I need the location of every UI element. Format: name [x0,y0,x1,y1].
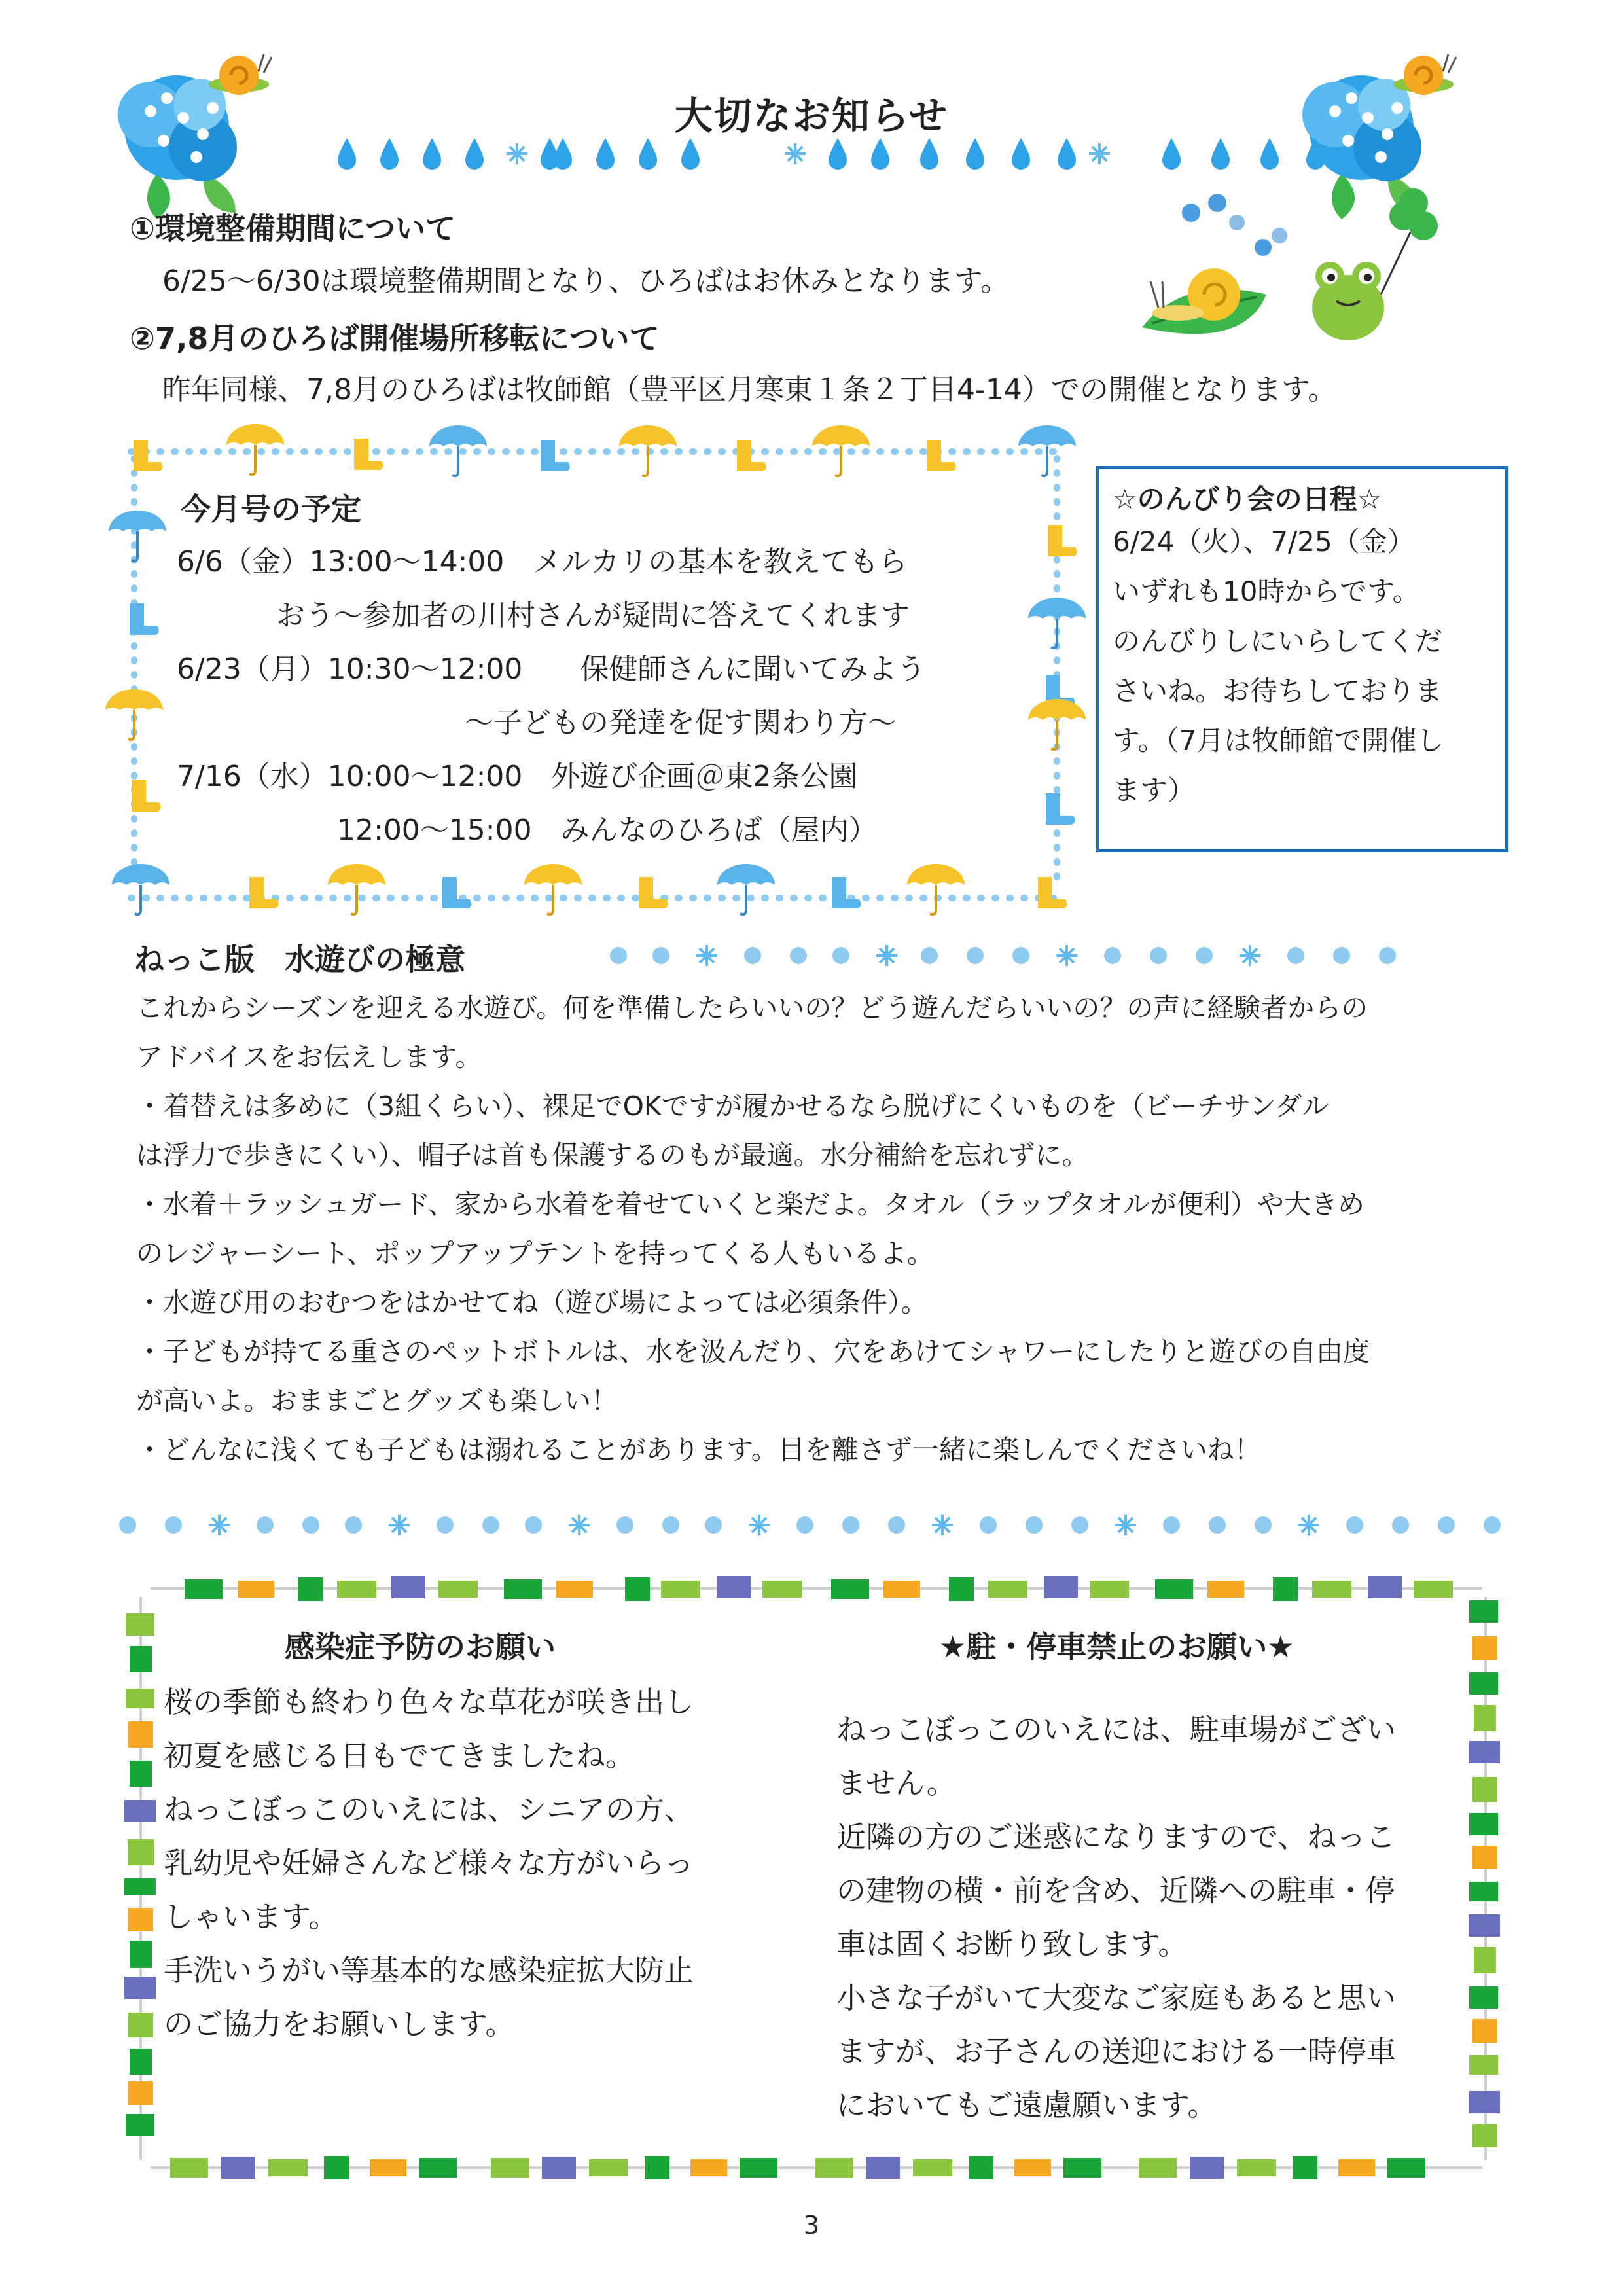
nonbiri-line: 6/24（火）、7/25（金） [1113,526,1415,558]
notice-1-body: 6/25〜6/30は環境整備期間となり、ひろばはお休みとなります。 [162,264,1010,298]
water-play-line: ・子どもが持てる重さのペットボトルは、水を汲んだり、穴をあけてシャワーにしたりと遊びの自由度 [136,1336,1370,1367]
schedule-line: おう〜参加者の川村さんが疑問に答えてくれます [276,599,910,632]
schedule-line: 12:00〜15:00 みんなのひろば（屋内） [337,814,878,847]
infection-line: ねっこぼっこのいえには、シニアの方、 [164,1792,694,1827]
dot-divider-1 [610,945,1396,966]
nonbiri-line: ます） [1113,774,1196,806]
water-play-line: ・水着＋ラッシュガード、家から水着を着せていくと楽だよ。タオル（ラップタオルが便利）や大きめ [136,1189,1364,1220]
nonbiri-heading: ☆のんびり会の日程☆ [1113,483,1382,515]
water-play-line: は浮力で歩きにくい）、帽子は首も保護するのもが最適。水分補給を忘れずに。 [136,1139,1089,1171]
notice-2-heading: ②7,8月のひろば開催場所移転について [130,321,660,356]
infection-line: しゃいます。 [164,1899,338,1934]
parking-line: 車は固くお断り致します。 [836,1927,1188,1962]
water-play-line: ・水遊び用のおむつをはかせてね（遊び場によっては必須条件）。 [136,1287,928,1318]
nonbiri-line: いずれも10時からです。 [1113,575,1420,607]
parking-line: の建物の横・前を含め、近隣への駐車・停 [836,1873,1395,1908]
water-play-line: のレジャーシート、ポップアップテントを持ってくる人もいるよ。 [136,1238,934,1269]
infection-line: のご協力をお願いします。 [164,2007,515,2041]
infection-line: 乳幼児や妊婦さんなど様々な方がいらっ [164,1846,694,1880]
parking-heading: ★駐・停車禁止のお願い★ [939,1629,1294,1664]
monthly-schedule-heading: 今月号の予定 [181,492,361,527]
snail-on-leaf-illustration [1142,268,1266,334]
parking-line: においてもご遠慮願います。 [836,2088,1217,2123]
water-play-line: ・着替えは多めに（3組くらい）、裸足でOKですが履かせるなら脱げにくいものを（ビーチサンダル [136,1090,1329,1122]
parking-line: ますが、お子さんの送迎における一時停車 [836,2034,1397,2069]
notice-2-body: 昨年同様、7,8月のひろばは牧師館（豊平区月寒東１条２丁目4-14）での開催となります。 [162,373,1337,406]
parking-line: ねっこぼっこのいえには、駐車場がござい [836,1712,1397,1747]
hydrangea-petals-illustration [1182,194,1287,256]
page-number: 3 [803,2211,820,2240]
schedule-line: 〜子どもの発達を促す関わり方〜 [465,706,897,740]
parking-line: ません。 [836,1766,956,1801]
page-title: 大切なお知らせ [674,94,949,138]
water-play-line: これからシーズンを迎える水遊び。何を準備したらいいの？どう遊んだらいいの？の声に経験者からの [136,992,1368,1024]
raindrop-divider [338,138,1325,170]
frog-with-clover-illustration [1312,188,1438,340]
parking-line: 近隣の方のご迷惑になりますので、ねっこ [836,1820,1396,1854]
notice-1-heading: ①環境整備期間について [130,211,456,246]
infection-line: 桜の季節も終わり色々な草花が咲き出し [164,1685,694,1719]
nonbiri-line: す。（7月は牧師館で開催し [1113,725,1444,757]
infection-line: 手洗いうがい等基本的な感染症拡大防止 [164,1953,694,1988]
infection-heading: 感染症予防のお願い [285,1629,556,1664]
parking-line: 小さな子がいて大変なご家庭もあると思い [836,1981,1397,2015]
nonbiri-line: さいね。お待ちしておりま [1113,675,1443,707]
water-play-heading: ねっこ版 水遊びの極意 [134,942,465,977]
nonbiri-line: のんびりしにいらしてくだ [1113,625,1443,657]
schedule-line: 6/6（金）13:00〜14:00 メルカリの基本を教えてもら [177,545,908,579]
dot-divider-2 [119,1515,1501,1535]
water-play-line: が高いよ。おままごとグッズも楽しい！ [136,1385,618,1416]
water-play-line: ・どんなに浅くても子どもは溺れることがあります。目を離さず一緒に楽しんでくださいね！ [136,1434,1261,1465]
schedule-line: 6/23（月）10:30〜12:00 保健師さんに聞いてみよう [177,653,926,686]
water-play-line: アドバイスをお伝えします。 [136,1041,482,1073]
infection-line: 初夏を感じる日もでてきましたね。 [164,1738,635,1773]
schedule-line: 7/16（水）10:00〜12:00 外遊び企画＠東2条公園 [177,760,858,793]
